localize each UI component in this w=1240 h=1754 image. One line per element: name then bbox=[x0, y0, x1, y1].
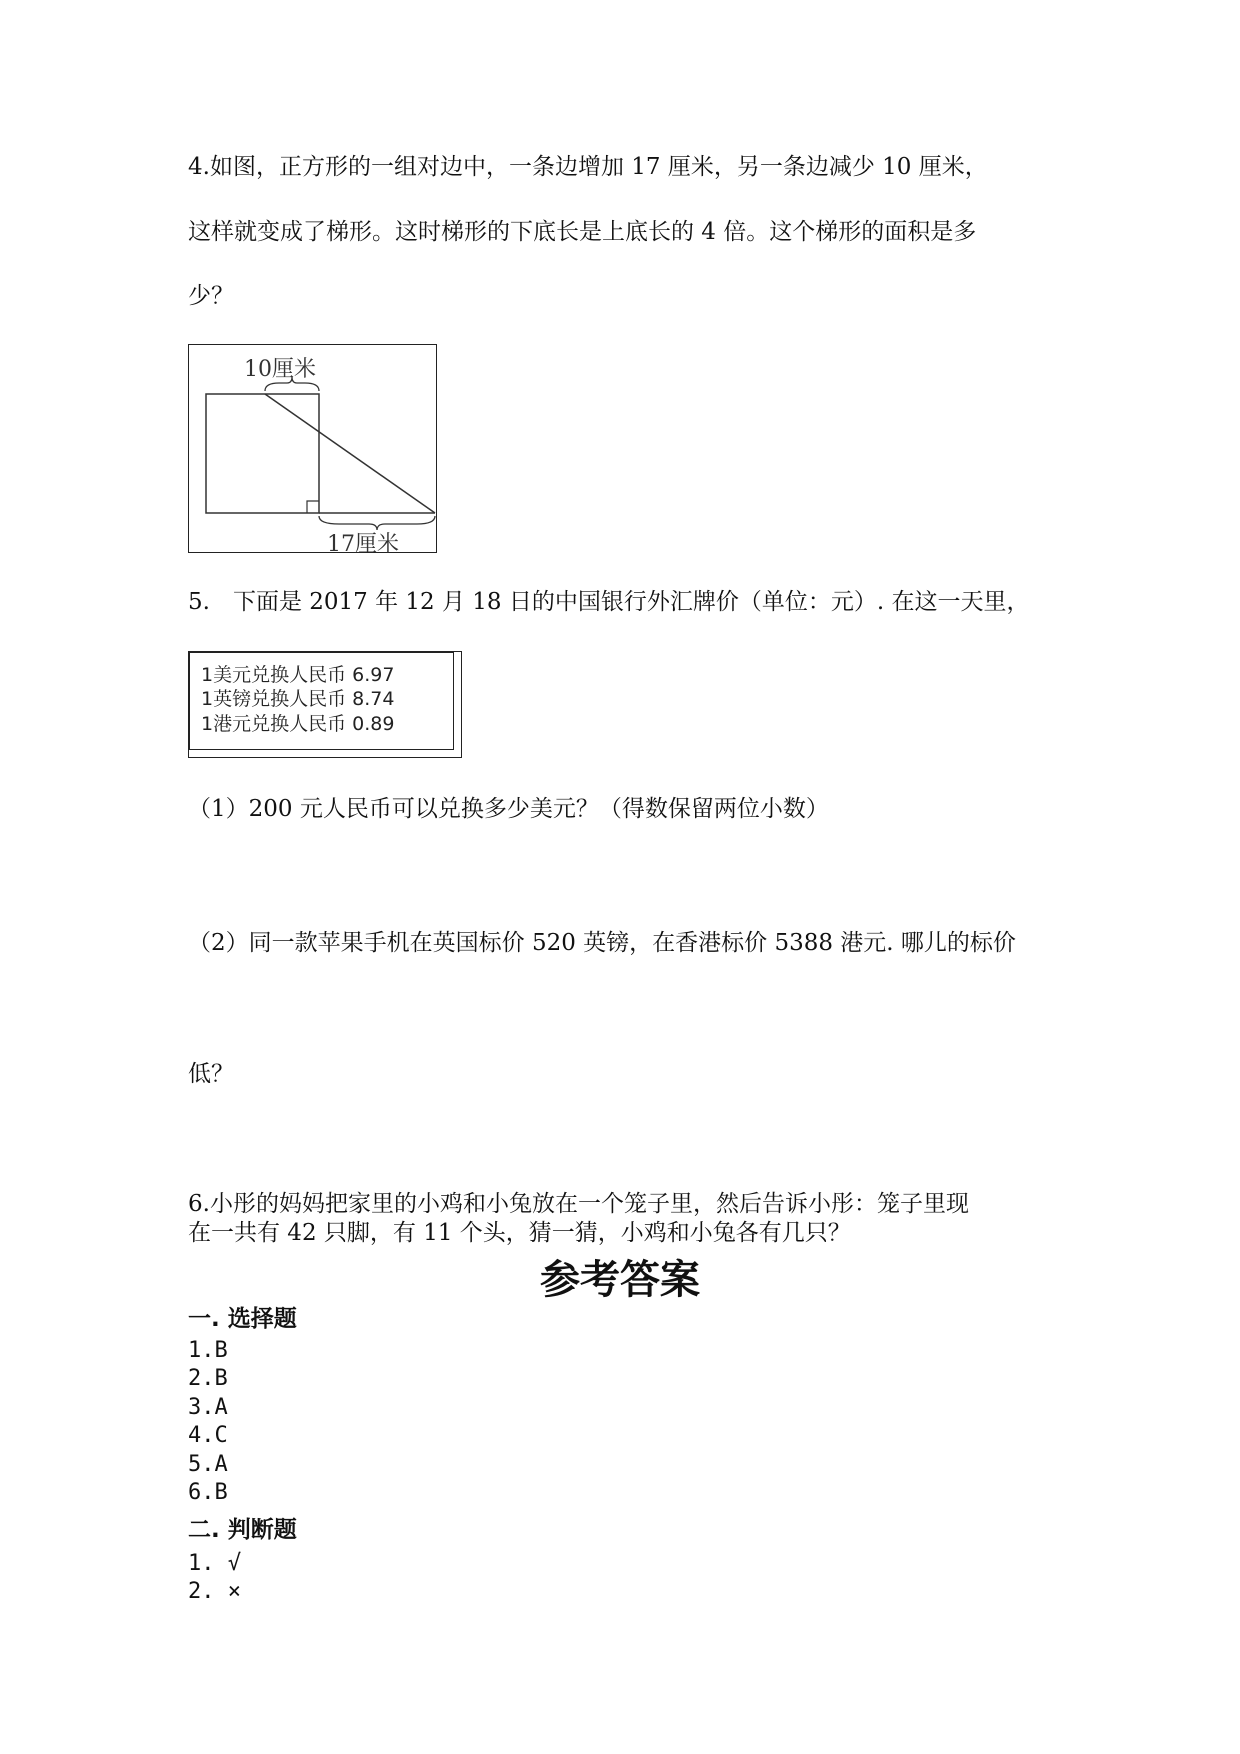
q4-text-line-2: 这样就变成了梯形。这时梯形的下底长是上底长的 4 倍。这个梯形的面积是多 bbox=[188, 219, 977, 245]
bottom-label: 17厘米 bbox=[327, 532, 399, 554]
choice-answer-1: 1.B bbox=[188, 1338, 228, 1363]
choice-answer-5: 5.A bbox=[188, 1452, 228, 1477]
square-outline bbox=[206, 394, 319, 513]
judge-answer-2: 2. × bbox=[188, 1579, 241, 1604]
slanted-side bbox=[265, 394, 435, 513]
choice-answer-3: 3.A bbox=[188, 1395, 228, 1420]
q6-text-line-2: 在一共有 42 只脚，有 11 个头，猜一猜，小鸡和小兔各有几只？ bbox=[188, 1220, 851, 1246]
rate-usd: 1美元兑换人民币 6.97 bbox=[201, 664, 395, 686]
q4-text-line-3: 少？ bbox=[188, 283, 234, 309]
rate-hkd: 1港元兑换人民币 0.89 bbox=[201, 713, 395, 735]
right-angle-mark bbox=[307, 501, 319, 513]
q5-sub1: （1）200 元人民币可以兑换多少美元？（得数保留两位小数） bbox=[188, 796, 829, 822]
q5-sub2-line-2: 低？ bbox=[188, 1061, 234, 1087]
trapezoid-figure bbox=[188, 344, 437, 553]
section-choice-heading: 一. 选择题 bbox=[188, 1306, 297, 1332]
q6-text-line-1: 6.小彤的妈妈把家里的小鸡和小兔放在一个笼子里，然后告诉小彤：笼子里现 bbox=[188, 1191, 969, 1217]
choice-answer-2: 2.B bbox=[188, 1366, 228, 1391]
choice-answer-4: 4.C bbox=[188, 1423, 228, 1448]
trapezoid-diagram bbox=[189, 345, 438, 554]
bottom-brace bbox=[319, 516, 435, 530]
choice-answer-6: 6.B bbox=[188, 1480, 228, 1505]
answers-title: 参考答案 bbox=[540, 1256, 700, 1303]
exchange-rate-box bbox=[188, 651, 462, 758]
q5-intro: 5. 下面是 2017 年 12 月 18 日的中国银行外汇牌价（单位：元）. 在这一天里， bbox=[188, 589, 1030, 615]
top-label: 10厘米 bbox=[244, 357, 316, 382]
q5-sub2-line-1: （2）同一款苹果手机在英国标价 520 英镑，在香港标价 5388 港元. 哪儿的标价 bbox=[188, 930, 1016, 956]
judge-answer-1: 1. √ bbox=[188, 1551, 241, 1576]
section-judge-heading: 二. 判断题 bbox=[188, 1517, 297, 1543]
rate-gbp: 1英镑兑换人民币 8.74 bbox=[201, 688, 395, 710]
q4-text-line-1: 4.如图，正方形的一组对边中，一条边增加 17 厘米，另一条边减少 10 厘米， bbox=[188, 154, 988, 180]
